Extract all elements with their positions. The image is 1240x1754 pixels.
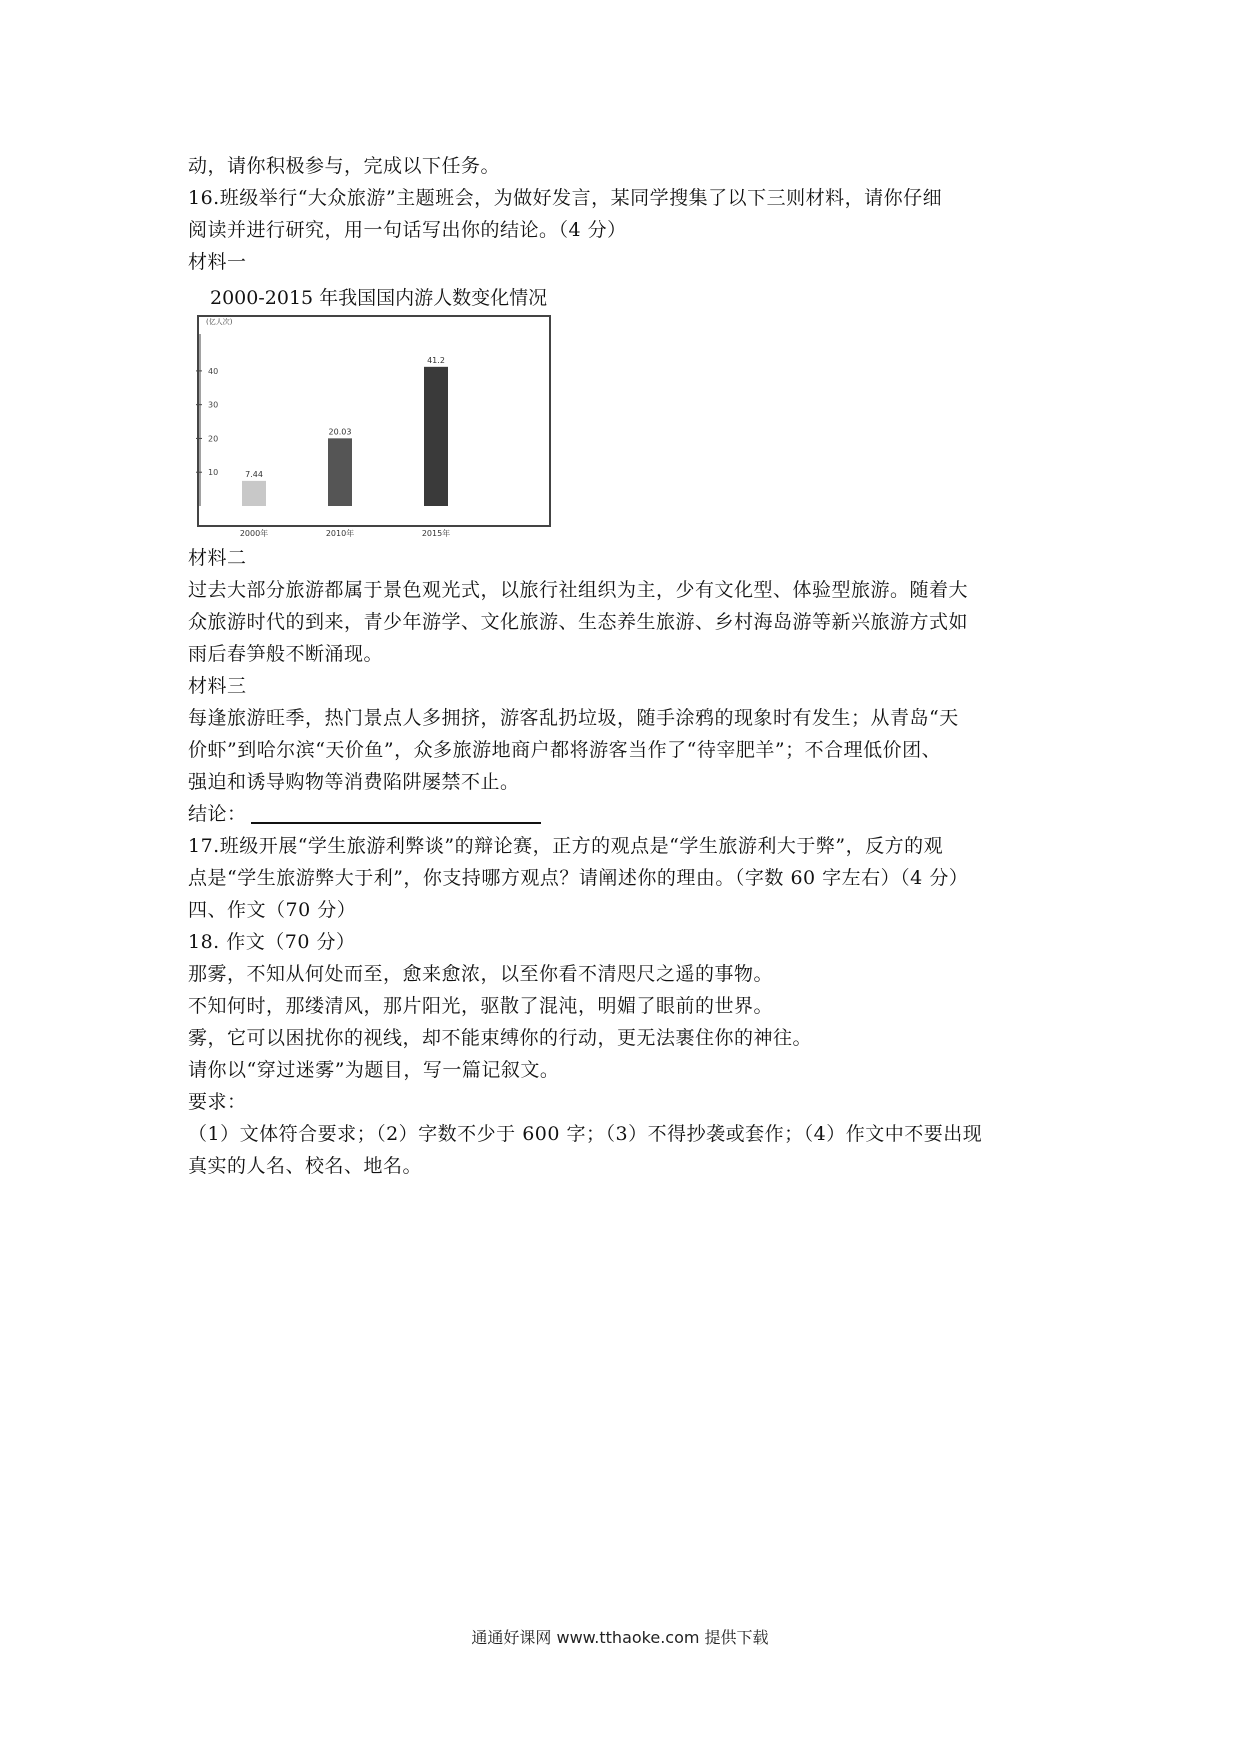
y-axis-label: (亿人次) (206, 318, 233, 326)
q18-title: 18. 作文（70 分） (188, 931, 356, 953)
q16-line-1: 16.班级举行“大众旅游”主题班会，为做好发言，某同学搜集了以下三则材料，请你仔细 (188, 187, 943, 209)
bar-value-label: 20.03 (328, 427, 352, 437)
material3-line-1: 每逢旅游旺季，热门景点人多拥挤，游客乱扔垃圾，随手涂鸦的现象时有发生；从青岛“天 (188, 707, 959, 729)
material2-line-3: 雨后春笋般不断涌现。 (188, 643, 384, 665)
section4-heading: 四、作文（70 分） (188, 899, 357, 921)
material3-line-2: 价虾”到哈尔滨“天价鱼”，众多旅游地商户都将游客当作了“待宰肥羊”；不合理低价团、 (188, 739, 942, 761)
material2-line-2: 众旅游时代的到来，青少年游学、文化旅游、生态养生旅游、乡村海岛游等新兴旅游方式如 (188, 611, 969, 633)
q17-line-1: 17.班级开展“学生旅游利弊谈”的辩论赛，正方的观点是“学生旅游利大于弊”，反方的观 (188, 835, 944, 857)
material1-label: 材料一 (188, 251, 247, 273)
q18-line-3: 雾，它可以困扰你的视线，却不能束缚你的行动，更无法裹住你的神往。 (188, 1027, 813, 1049)
bar-chart-svg (196, 314, 554, 538)
conclusion-label: 结论： (188, 803, 247, 825)
q18-req-line-1: （1）文体符合要求；（2）字数不少于 600 字；（3）不得抄袭或套作；（4）作文中不要出现 (188, 1123, 983, 1145)
q16-line-2: 阅读并进行研究，用一句话写出你的结论。（4 分） (188, 219, 627, 241)
bar-2000年 (242, 481, 266, 506)
material2-label: 材料二 (188, 547, 247, 569)
conclusion-blank[interactable] (251, 802, 541, 824)
y-tick-label: 20 (208, 434, 219, 444)
material3-line-3: 强迫和诱导购物等消费陷阱屡禁不止。 (188, 771, 520, 793)
q18-req-label: 要求： (188, 1091, 247, 1113)
x-tick-label: 2015年 (421, 529, 451, 538)
q18-line-2: 不知何时，那缕清风，那片阳光，驱散了混沌，明媚了眼前的世界。 (188, 995, 774, 1017)
intro-line: 动，请你积极参与，完成以下任务。 (188, 155, 501, 177)
lower-text (188, 542, 1068, 1182)
bar-value-label: 7.44 (245, 469, 263, 479)
y-tick-label: 10 (208, 468, 219, 478)
conclusion-row (188, 798, 1068, 830)
x-tick-label: 2010年 (325, 529, 355, 538)
chart-title: 2000-2015 年我国国内游人数变化情况 (210, 287, 548, 309)
q18-line-4: 请你以“穿过迷雾”为题目，写一篇记叙文。 (188, 1059, 560, 1081)
material3-label: 材料三 (188, 675, 247, 697)
q18-line-1: 那雾，不知从何处而至，愈来愈浓，以至你看不清咫尺之遥的事物。 (188, 963, 774, 985)
footer-source: 通通好课网 www.tthaoke.com 提供下载 (471, 1628, 769, 1647)
upper-text (188, 150, 1068, 278)
bar-chart (196, 314, 554, 538)
x-tick-label: 2000年 (239, 529, 269, 538)
material2-line-1: 过去大部分旅游都属于景色观光式，以旅行社组织为主，少有文化型、体验型旅游。随着大 (188, 579, 969, 601)
q18-req-line-2: 真实的人名、校名、地名。 (188, 1155, 423, 1177)
y-tick-label: 30 (208, 400, 219, 410)
bar-2010年 (328, 438, 352, 506)
bar-value-label: 41.2 (427, 355, 445, 365)
bar-2015年 (424, 367, 448, 506)
y-tick-label: 40 (208, 366, 219, 376)
q17-line-2: 点是“学生旅游弊大于利”，你支持哪方观点？请阐述你的理由。（字数 60 字左右）（4 分） (188, 867, 969, 889)
